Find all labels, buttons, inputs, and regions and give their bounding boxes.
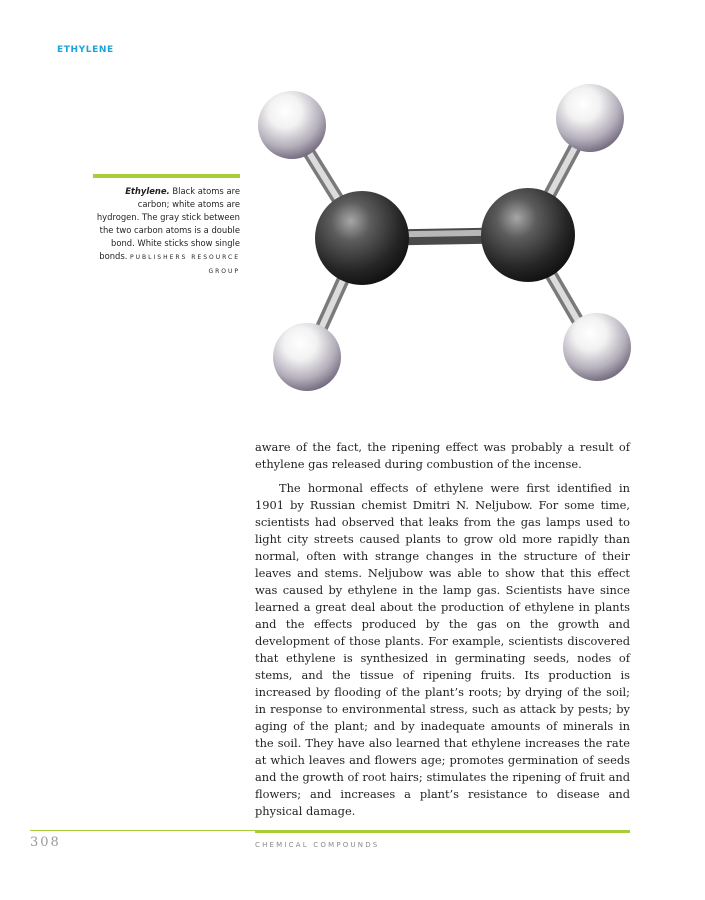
ethylene-molecule-illustration [240, 75, 640, 425]
caption-text: Black atoms are carbon; white atoms are hydrogen. The gray stick between the two carbon atoms is a double bond. White sticks show single bonds. [96, 186, 240, 261]
figure-caption [93, 174, 240, 279]
running-head: ETHYLENE [57, 45, 114, 55]
footer-book-title: CHEMICAL COMPOUNDS [255, 841, 380, 849]
body-text [255, 439, 630, 820]
caption-title: Ethylene. [125, 186, 170, 196]
body-paragraph-2: The hormonal effects of ethylene were first identified in 1901 by Russian chemist Dmitri N. Neljubow. For some time, scientists had observed that leaks from the gas lamps used to light city streets caused plants to grow old more rapidly than normal, often with strange changes in the structure of their leaves and stems. Neljubow was able to show that this effect was caused by ethylene in the lamp gas. Scientists have since learned a great deal about the production of ethylene in plants and the effects produced by the gas on the growth and development of those plants. For example, scientists discovered that ethylene is synthesized in germinating seeds, nodes of stems, and the tissue of ripening fruits. Its production is increased by flooding of the plant’s roots; by drying of the soil; in response to environmental stress, such as attack by pests; by aging of the plant; and by inadequate amounts of minerals in the soil. They have also learned that ethylene increases the rate at which leaves and flowers age; promotes germination of seeds and the growth of root hairs; stimulates the ripening of fruit and flowers; and increases a plant’s resistance to disease and physical damage. [255, 481, 630, 818]
page-number: 308 [30, 835, 61, 850]
footer-rule-left [30, 830, 255, 831]
footer-rule [255, 830, 630, 833]
body-paragraph-1: aware of the fact, the ripening effect was probably a result of ethylene gas released during combustion of the incense. [255, 440, 630, 471]
ethylene-molecule-figure [240, 75, 640, 425]
caption-credit: PUBLISHERS RESOURCE GROUP [130, 253, 240, 276]
